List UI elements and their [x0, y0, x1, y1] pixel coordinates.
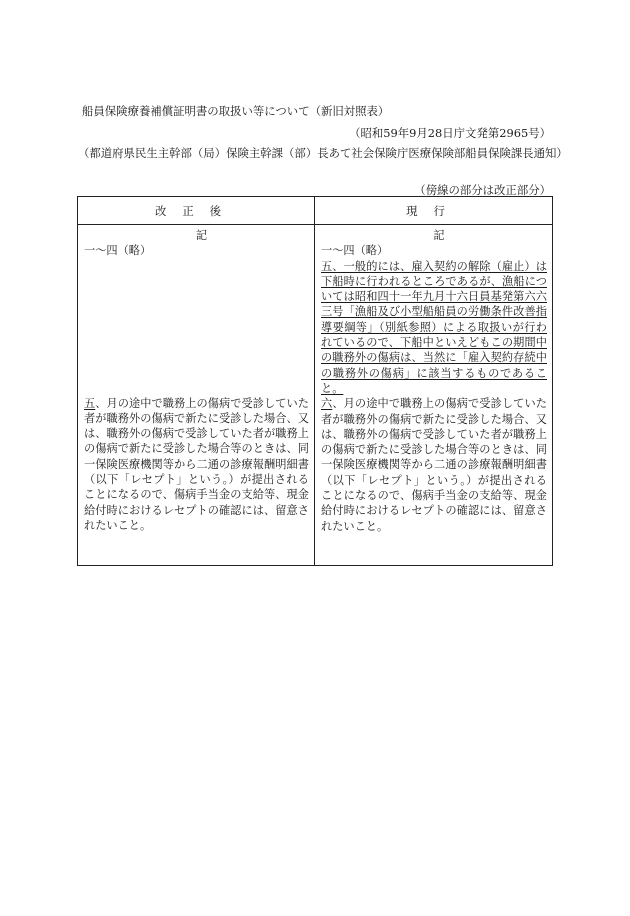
comparison-table [77, 196, 553, 566]
item-5-deleted-paragraph: 五、一般的には、雇入契約の解除（雇止）は下船時に行われるところであるが、漁船については昭和四十一年九月十六日員基発第六六三号「漁船及び小型船船員の労働条件改善指導要綱等」（別紙参照）による取扱いが行われているので、下船中といえどもこの期間中の職務外の傷病は、当然に「雇入契約存続中の職務外の傷病」に該当するものであること。 [321, 259, 547, 395]
item-5-marker: 五 [84, 396, 96, 410]
blank-space [84, 259, 309, 396]
ki-heading: 記 [433, 229, 445, 242]
underline-legend: （傍線の部分は改正部分） [414, 183, 551, 197]
item-5-paragraph [84, 396, 309, 534]
items-1-4-omitted: 一～四（略） [84, 244, 152, 258]
header-current: 現行 [315, 197, 553, 225]
items-1-4-omitted: 一～四（略） [321, 244, 389, 258]
table-body-row [78, 225, 553, 566]
item-5-text: 、月の途中で職務上の傷病で受診していた者が職務外の傷病で新たに受診した場合、又は、職務外の傷病で受診していた者が職務上の傷病で新たに受診した場合等のときは、同一保険医療機関等から二通の診療報酬明細書（以下「レセプト」という。）が提出されることになるので、傷病手当金の支給等、現金給付時におけるレセプトの確認には、留意されたいこと。 [84, 396, 309, 532]
addressee-line: （都道府県民生主幹部（局）保険主幹課（部）長あて社会保険庁医療保険部船員保険課長通知） [78, 146, 568, 160]
header-after-revision: 改正後 [78, 197, 315, 225]
item-6-paragraph [321, 396, 547, 534]
after-revision-column [78, 225, 315, 566]
document-title: 船員保険療養補償証明書の取扱い等について（新旧対照表） [82, 104, 390, 118]
table-header-row [78, 197, 553, 225]
item-6-marker: 六 [321, 397, 333, 411]
current-column [315, 225, 553, 566]
notice-number: （昭和59年9月28日庁文発第2965号） [349, 126, 551, 140]
item-6-text: 、月の途中で職務上の傷病で受診していた者が職務外の傷病で新たに受診した場合、又は、職務外の傷病で受診していた者が職務上の傷病で新たに受診した場合等のときは、同一保険医療機関等から二通の診療報酬明細書（以下「レセプト」という。）が提出されることになるので、傷病手当金の支給等、現金給付時におけるレセプトの確認には、留意されたいこと。 [321, 397, 547, 533]
ki-heading: 記 [195, 229, 208, 242]
